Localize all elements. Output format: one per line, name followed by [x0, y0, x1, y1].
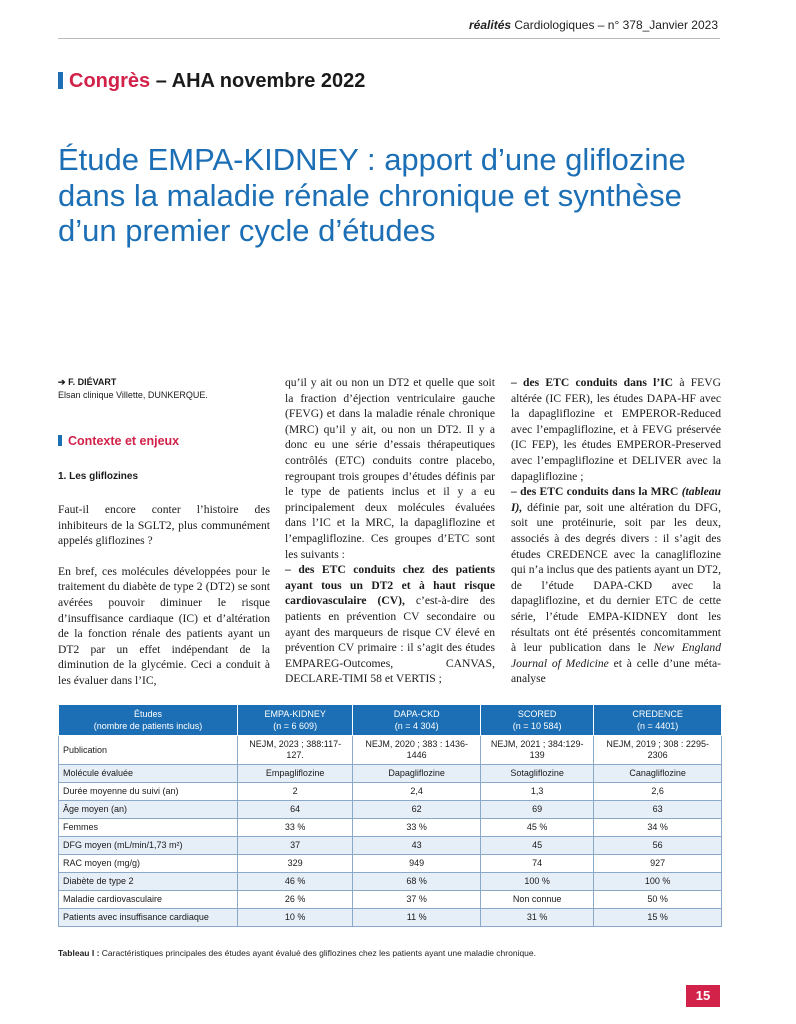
paragraph-text: à FEVG altérée (IC FER), les études DAPA-HF avec la dapagliflozine et EMPEROR-Reduced avec l’empagliflozine, et à FEVG préservée (IC FEP), les études EMPEROR-Preserved avec l’empagliflozine et DELIVER avec la dapagliflozine ; [511, 376, 721, 483]
table-cell: 10 % [238, 909, 353, 927]
journal-reference: New England Journal of Medicine [511, 641, 721, 670]
table-caption [58, 948, 536, 958]
article-title: Étude EMPA-KIDNEY : apport d’une gliflozine dans la maladie rénale chronique et synthèse d’un premier cycle d’études [58, 142, 686, 248]
row-label: Femmes [59, 819, 238, 837]
table-header-row [59, 705, 722, 736]
table-row [59, 765, 722, 783]
row-label: RAC moyen (mg/g) [59, 855, 238, 873]
table-cell: 68 % [353, 873, 481, 891]
issue-info: Cardiologiques – n° 378_Janvier 2023 [514, 18, 718, 32]
table-cell: Non connue [481, 891, 594, 909]
subheading [58, 434, 179, 448]
header-cell: DAPA-CKD (n = 4 304) [353, 705, 481, 736]
table-cell: 100 % [594, 873, 722, 891]
table-cell: 1,3 [481, 783, 594, 801]
table-cell: 37 [238, 837, 353, 855]
row-label: Maladie cardiovasculaire [59, 891, 238, 909]
section-marker [58, 72, 63, 89]
table-cell: NEJM, 2019 ; 308 : 2295-2306 [594, 736, 722, 765]
column-1 [58, 502, 270, 704]
running-header [469, 18, 718, 32]
column-2 [285, 375, 495, 702]
author-name: F. DIÉVART [68, 377, 117, 387]
table-cell: 45 [481, 837, 594, 855]
table-cell: 2 [238, 783, 353, 801]
author-block [58, 376, 208, 402]
table-cell: 33 % [238, 819, 353, 837]
header-rule [58, 38, 720, 39]
table-cell: Empagliflozine [238, 765, 353, 783]
paragraph-text: et à celle d’une méta-analyse [511, 656, 721, 686]
bold-lead: – des ETC conduits dans la MRC [511, 485, 679, 499]
table-cell: 34 % [594, 819, 722, 837]
table-row [59, 736, 722, 765]
studies-table [58, 704, 722, 927]
table-cell: 45 % [481, 819, 594, 837]
table-cell: NEJM, 2020 ; 383 : 1436-1446 [353, 736, 481, 765]
caption-text: Caractéristiques principales des études ayant évalué des gliflozines chez les patients ayant une maladie chronique. [99, 948, 536, 958]
table-row [59, 819, 722, 837]
column-3 [511, 375, 721, 702]
table-cell: 46 % [238, 873, 353, 891]
subheading-text: Contexte et enjeux [68, 434, 180, 448]
header-cell: EMPA-KIDNEY (n = 6 609) [238, 705, 353, 736]
table-cell: 62 [353, 801, 481, 819]
table-cell: 329 [238, 855, 353, 873]
row-label: Diabète de type 2 [59, 873, 238, 891]
header-cell: SCORED (n = 10 584) [481, 705, 594, 736]
table-cell: 2,4 [353, 783, 481, 801]
table-cell: 15 % [594, 909, 722, 927]
table-cell: 69 [481, 801, 594, 819]
table-cell: 927 [594, 855, 722, 873]
table-cell: 63 [594, 801, 722, 819]
row-label: Patients avec insuffisance cardiaque [59, 909, 238, 927]
table-cell: Dapagliflozine [353, 765, 481, 783]
table-reference: (tableau I), [511, 485, 721, 514]
table-cell: Canagliflozine [594, 765, 722, 783]
author-affiliation: Elsan clinique Villette, DUNKERQUE. [58, 390, 208, 400]
table-cell: 2,6 [594, 783, 722, 801]
section-category: Congrès [69, 70, 151, 92]
section-event: – AHA novembre 2022 [155, 70, 366, 92]
caption-label: Tableau I : [58, 948, 100, 958]
table-cell: 100 % [481, 873, 594, 891]
table-cell: 949 [353, 855, 481, 873]
row-label: Molécule évaluée [59, 765, 238, 783]
table-row [59, 909, 722, 927]
table-cell: 43 [353, 837, 481, 855]
table-cell: 26 % [238, 891, 353, 909]
table-cell: 11 % [353, 909, 481, 927]
paragraph-text: qu’il y ait ou non un DT2 et quelle que soit la fraction d’éjection ventriculaire gauche (FEVG) et dans la maladie rénale chronique (MRC) qu’il y ait, ou non un DT2. Il y a donc eu une série d’essais thérapeutiques contrôlés (ETC) conduits contre placebo, regroupant trois groupes d’études définis par le type de patients inclus et il y a eu principalement deux molécules évaluées dans l’IC et la MRC, la dapagliflozine et l’empagliflozine. Ces groupes d’ETC sont les suivants : [285, 376, 495, 561]
paragraph-text: c’est-à-dire des patients en prévention CV secondaire ou ayant des marqueurs de risque CV élevé en prévention CV primaire : il s’agit des études EMPAREG-Outcomes, CANVAS, DECLARE-TIMI 58 et VERTIS ; [285, 594, 496, 686]
row-label: DFG moyen (mL/min/1,73 m²) [59, 837, 238, 855]
table-row [59, 873, 722, 891]
bold-lead: – des ETC conduits chez des patients ayant tous un DT2 et à haut risque cardiovasculaire (CV), [285, 563, 495, 608]
table-cell: Sotagliflozine [481, 765, 594, 783]
table-row [59, 891, 722, 909]
sub-subheading: 1. Les gliflozines [58, 471, 139, 482]
paragraph: Faut-il encore conter l’histoire des inhibiteurs de la SGLT2, plus communément appelés gliflozines ? [58, 503, 270, 548]
paragraph-text: définie par, soit une altération du DFG, soit une protéinurie, soit par les deux, associés à des degrés divers : il s’agit des études CREDENCE avec la canagliflozine qui n’a inclus que des patients ayant un DT2, de l’étude DAPA-CKD avec la dapagliflozine, et du dernier ETC de cette série, l’étude EMPA-KIDNEY dont les résultats ont été présentés concomitamment à leur publication dans le [511, 500, 721, 655]
row-label: Durée moyenne du suivi (an) [59, 783, 238, 801]
row-label: Publication [59, 736, 238, 765]
bold-lead: – des ETC conduits dans l’IC [511, 376, 674, 389]
paragraph: En bref, ces molécules développées pour le traitement du diabète de type 2 (DT2) se sont avérées pouvoir diminuer le risque d’insuffisance cardiaque (IC) et d’altération de la fonction rénale des patients ayant un DT2 par un effet indépendant de la diminution de la glycémie. Ceci a conduit à les évaluer dans l’IC, [58, 564, 270, 687]
table-cell: 31 % [481, 909, 594, 927]
table-row [59, 783, 722, 801]
table-cell: NEJM, 2023 ; 388:117-127. [238, 736, 353, 765]
table-row [59, 837, 722, 855]
subheading-marker [58, 435, 62, 446]
table-cell: 74 [481, 855, 594, 873]
arrow-icon: ➔ [58, 377, 66, 387]
table-cell: 37 % [353, 891, 481, 909]
header-cell: CREDENCE (n = 4401) [594, 705, 722, 736]
table-cell: 64 [238, 801, 353, 819]
section-heading [58, 70, 365, 93]
paragraph [285, 375, 495, 687]
table-cell: 56 [594, 837, 722, 855]
table-row [59, 801, 722, 819]
table-cell: 50 % [594, 891, 722, 909]
table-cell: 33 % [353, 819, 481, 837]
table-row [59, 855, 722, 873]
page-number: 15 [686, 985, 720, 1007]
journal-name: réalités [469, 18, 512, 32]
row-label: Âge moyen (an) [59, 801, 238, 819]
paragraph [511, 375, 721, 687]
table-cell: NEJM, 2021 ; 384:129-139 [481, 736, 594, 765]
header-cell: Études (nombre de patients inclus) [59, 705, 238, 736]
